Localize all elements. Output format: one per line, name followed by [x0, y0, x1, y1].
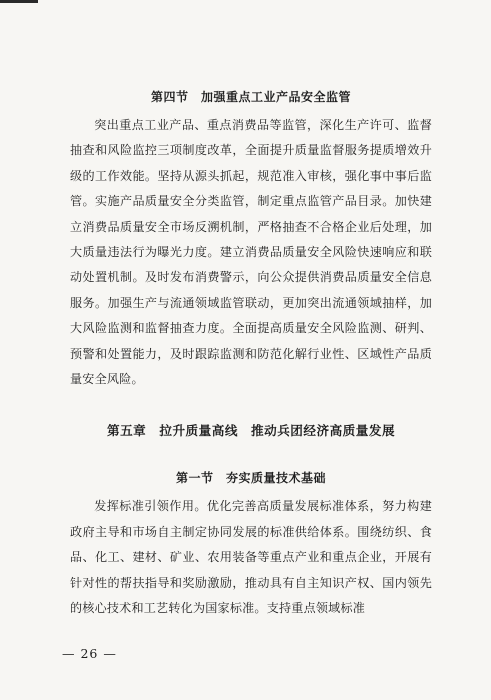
document-page [70, 88, 432, 622]
section-4-heading: 第四节 加强重点工业产品安全监管 [150, 90, 351, 104]
section-1-paragraph: 发挥标准引领作用。优化完善高质量发展标准体系，努力构建政府主导和市场自主制定协同发展的标准供给体系。围绕纺织、食品、化工、建材、矿业、农用装备等重点产业和重点企业，开展有针对性的帮扶指导和奖励激励，推动具有自主知识产权、国内领先的核心技术和工艺转化为国家标准。支持重点领域标准 [70, 499, 432, 616]
page-number: — 26 — [62, 646, 117, 661]
section-1-heading: 第一节 夯实质量技术基础 [175, 471, 326, 486]
corner-mark [0, 0, 38, 3]
chapter-5-heading: 第五章 拉升质量高线 推动兵团经济高质量发展 [106, 423, 396, 439]
section-4-paragraph: 突出重点工业产品、重点消费品等监管，深化生产许可、监督抽查和风险监控三项制度改革，全面提升质量监督服务提质增效升级的工作效能。坚持从源头抓起，规范准入审核，强化事中事后监管。实施产品质量安全分类监管，制定重点监管产品目录。加快建立消费品质量安全市场反溯机制，严格抽查不合格企业后处理，加大质量违法行为曝光力度。建立消费品质量安全风险快速响应和联动处置机制。及时发布消费警示，向公众提供消费品质量安全信息服务。加强生产与流通领域监管联动，更加突出流通领域抽样，加大风险监测和监督抽查力度。全面提高质量安全风险监测、研判、预警和处置能力，及时跟踪监测和防范化解行业性、区域性产品质量安全风险。 [70, 118, 432, 387]
